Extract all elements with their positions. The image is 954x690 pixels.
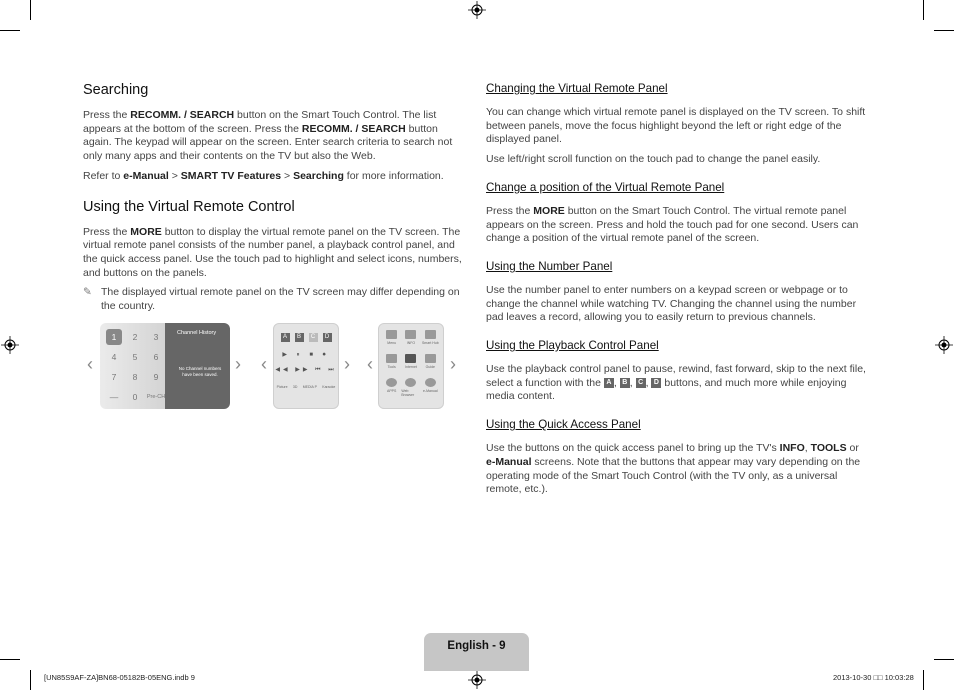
page-number-tab: [424, 633, 529, 671]
quick-access-item: [401, 378, 420, 402]
color-key-c: C: [309, 333, 318, 342]
quick-access-item: [382, 378, 401, 402]
searching-paragraph-2: Refer to e-Manual > SMART TV Features > Searching for more information.: [83, 169, 444, 182]
number-key: 8: [132, 372, 138, 382]
subsection-title-playback: Using the Playback Control Panel: [486, 339, 659, 353]
number-key: 6: [153, 352, 159, 362]
crop-mark: [923, 670, 924, 690]
registration-mark-icon: [1, 336, 19, 354]
chevron-left-icon: ‹: [87, 354, 93, 374]
subsection-title-changing-panel: Changing the Virtual Remote Panel: [486, 82, 668, 95]
number-key: 5: [132, 352, 138, 362]
number-key: 9: [153, 372, 159, 382]
virtual-remote-paragraph: Press the MORE button to display the virtual remote panel on the TV screen. The virtual remote panel consists of the number panel, a playback control panel, and the quick access panel. Use the touch pad to highlight and select icons, numbers, and buttons on the panels.: [83, 225, 462, 279]
registration-mark-icon: [468, 1, 486, 19]
playback-label: MEDIA P: [302, 385, 317, 389]
playback-paragraph: Use the playback control panel to pause, rewind, fast forward, skip to the next file, select a function with the A , B , C , D buttons, and much more while enjoying media content.: [486, 363, 866, 403]
quick-access-paragraph: Use the buttons on the quick access panel to bring up the TV's INFO, TOOLS or e-Manual screens. Note that the buttons that appear may vary depending on the operating mode of the Smart Touch Control (with the TV only, as a universal remote, etc.).: [486, 442, 861, 496]
seek-controls: ◀◀ ▶▶ ⏮ ⏭: [275, 367, 337, 373]
channel-history-title: Channel History: [177, 330, 217, 336]
number-key: 2: [132, 332, 138, 342]
quick-access-item: [382, 354, 401, 378]
color-key-a: A: [281, 333, 290, 342]
number-keypad: [104, 327, 166, 407]
registration-mark-icon: [468, 671, 486, 689]
color-key-b: B: [295, 333, 304, 342]
section-title-virtual-remote: Using the Virtual Remote Control: [83, 198, 295, 215]
quick-access-item: [382, 330, 401, 354]
chevron-right-icon: ›: [344, 354, 350, 374]
number-panel: [100, 323, 230, 409]
color-keys: [278, 333, 334, 342]
channel-history-empty: No Channel numbers have been saved.: [178, 366, 222, 377]
virtual-remote-figure: [85, 321, 465, 411]
position-paragraph: Press the MORE button on the Smart Touch Control. The virtual remote panel appears on the screen. Press and hold the touch pad for one second. Users can change a position of the virtual remote panel of the screen.: [486, 204, 859, 245]
quick-access-item-icon: [405, 354, 416, 363]
chevron-right-icon: ›: [235, 354, 241, 374]
quick-access-item-label: APPS: [386, 389, 397, 393]
channel-history: [170, 323, 230, 409]
imprint-date: 2013-10-30 □□ 10:03:28: [833, 673, 914, 682]
playback-labels: [274, 385, 338, 389]
quick-access-item: [421, 354, 440, 378]
chevron-right-icon: ›: [450, 354, 456, 374]
number-key: 7: [111, 372, 117, 382]
quick-access-item-label: Menu: [387, 341, 397, 345]
registration-mark-icon: [935, 336, 953, 354]
playback-label: 3D: [292, 385, 298, 389]
chevron-left-icon: ‹: [261, 354, 267, 374]
section-title-searching: Searching: [83, 82, 149, 98]
quick-access-item-icon: [386, 330, 397, 339]
pencil-icon: ✎: [83, 286, 92, 299]
quick-access-item-icon: [386, 378, 397, 387]
page-label: English - 9: [447, 640, 506, 652]
quick-access-item-label: Web Browser: [401, 389, 415, 397]
quick-access-item-label: e-Manual: [423, 389, 438, 393]
quick-access-item: [421, 330, 440, 354]
quick-access-item-label: Tools: [387, 365, 396, 369]
playback-label: Karaoke: [322, 385, 336, 389]
quick-access-item-icon: [425, 378, 436, 387]
quick-access-panel: [378, 323, 444, 409]
subsection-title-position: Change a position of the Virtual Remote Panel: [486, 180, 725, 194]
left-column: [83, 82, 468, 314]
crop-mark: [30, 0, 31, 20]
quick-access-item-icon: [425, 354, 436, 363]
quick-access-item-icon: [405, 330, 416, 339]
searching-paragraph-1: Press the RECOMM. / SEARCH button on the Smart Touch Control. The list appears at the bottom of the screen. Press the RECOMM. / SEARCH button again. The keypad will appear on the screen. Enter search criteria to search not only many apps and their contents on the TV but also the Web.: [83, 109, 453, 163]
quick-access-item-icon: [386, 354, 397, 363]
note-text: The displayed virtual remote panel on the TV screen may differ depending on the country.: [101, 286, 460, 313]
playback-label: Picture: [276, 385, 288, 389]
crop-mark: [30, 670, 31, 690]
quick-access-item: [421, 378, 440, 402]
number-key: 3: [153, 332, 159, 342]
crop-mark: [0, 30, 20, 31]
number-key: 4: [111, 352, 117, 362]
quick-access-item-label: Internet: [405, 365, 417, 369]
subsection-title-number-panel: Using the Number Panel: [486, 259, 613, 273]
quick-access-item-icon: [405, 378, 416, 387]
playback-controls: ▶ ⏸ ■ ⏺: [282, 352, 330, 358]
quick-access-item: [401, 354, 420, 378]
crop-mark: [0, 659, 20, 660]
crop-mark: [923, 0, 924, 20]
changing-panel-paragraph-2: Use left/right scroll function on the touch pad to change the panel easily.: [486, 153, 821, 166]
changing-panel-paragraph-1: You can change which virtual remote panel is displayed on the TV screen. To shift between panels, move the focus highlight beyond the left or right edge of the displayed panel.: [486, 106, 866, 146]
subsection-title-quick-access: Using the Quick Access Panel: [486, 418, 641, 432]
key-b-icon: B: [620, 378, 630, 388]
quick-access-item-label: INFO: [406, 341, 416, 345]
number-key: 0: [132, 392, 138, 402]
crop-mark: [934, 659, 954, 660]
quick-access-item: [401, 330, 420, 354]
chevron-left-icon: ‹: [367, 354, 373, 374]
key-c-icon: C: [636, 378, 646, 388]
number-key: 1: [106, 329, 122, 345]
quick-access-item-label: Smart Hub: [421, 341, 439, 345]
number-key: Pre-CH: [146, 394, 166, 400]
crop-mark: [934, 30, 954, 31]
number-panel-paragraph: Use the number panel to enter numbers on a keypad screen or webpage or to change the channel while watching TV. Changing the channel using the number pad leaves a record, allowing you to easily return to previous channels.: [486, 283, 857, 324]
key-d-icon: D: [651, 378, 661, 388]
right-column: [486, 82, 871, 503]
playback-panel: [273, 323, 339, 409]
quick-access-item-label: Guide: [425, 365, 435, 369]
quick-access-item-icon: [425, 330, 436, 339]
note: [83, 286, 468, 313]
color-key-d: D: [323, 333, 332, 342]
key-a-icon: A: [604, 378, 614, 388]
imprint-file: [UN85S9AF-ZA]BN68-05182B-05ENG.indb 9: [44, 673, 195, 682]
number-key: —: [109, 392, 119, 402]
